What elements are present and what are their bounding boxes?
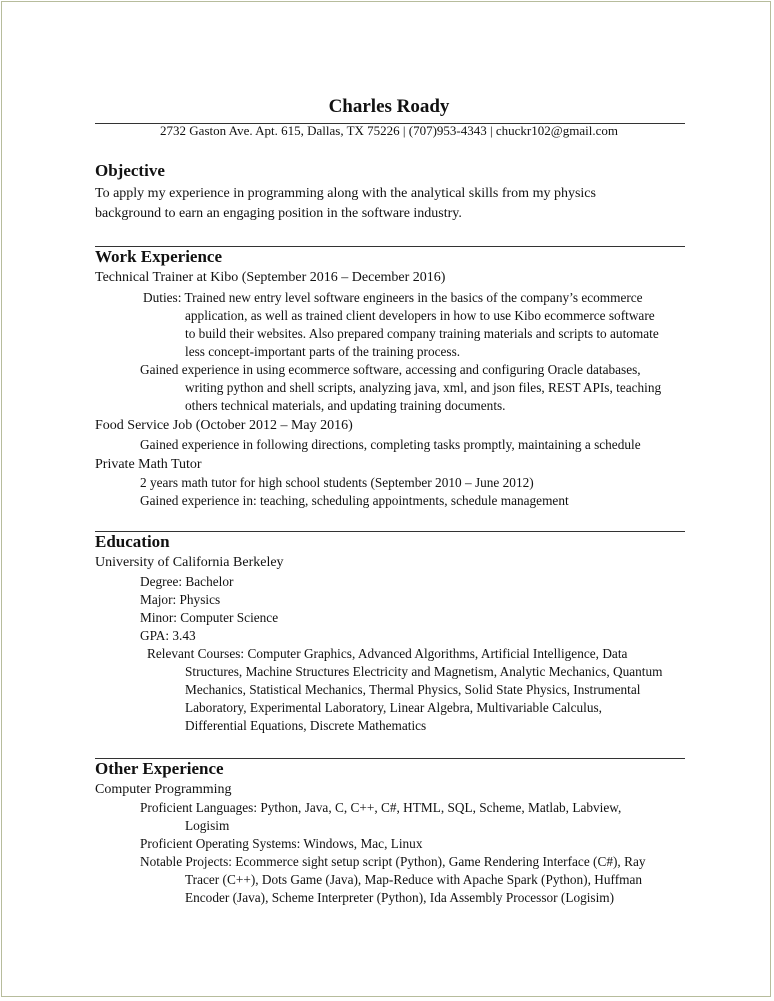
job-duties-line-4: less concept-important parts of the training process.: [185, 344, 461, 359]
job-duties-line-1: Duties: Trained new entry level software engineers in the basics of the company’s ecommerce: [143, 290, 643, 305]
courses-line-2: Structures, Machine Structures Electricity and Magnetism, Analytic Mechanics, Quantum: [185, 664, 663, 679]
projects-line-2: Tracer (C++), Dots Game (Java), Map-Reduce with Apache Spark (Python), Huffman: [185, 872, 643, 887]
operating-systems: Proficient Operating Systems: Windows, Mac, Linux: [140, 836, 423, 851]
job-title-kibo: Technical Trainer at Kibo (September 2016 – December 2016): [95, 270, 446, 285]
job-duties-line-2: application, as well as trained client developers in how to use Kibo ecommerce software: [185, 308, 655, 323]
work-heading: Work Experience: [95, 247, 223, 266]
courses-line-4: Laboratory, Experimental Laboratory, Linear Algebra, Multivariable Calculus,: [185, 700, 602, 715]
minor: Minor: Computer Science: [140, 610, 279, 625]
job-title-food-service: Food Service Job (October 2012 – May 2016): [95, 418, 353, 433]
job-duties-line-3: to build their websites. Also prepared company training materials and scripts to automate: [185, 326, 659, 341]
tutor-line-2: Gained experience in: teaching, scheduling appointments, schedule management: [140, 493, 569, 508]
languages-line-1: Proficient Languages: Python, Java, C, C++, C#, HTML, SQL, Scheme, Matlab, Labview,: [140, 800, 622, 815]
candidate-name: Charles Roady: [328, 96, 450, 117]
tutor-line-1: 2 years math tutor for high school students (September 2010 – June 2012): [140, 475, 534, 490]
education-divider: [95, 531, 685, 532]
courses-line-1: Relevant Courses: Computer Graphics, Advanced Algorithms, Artificial Intelligence, Data: [147, 646, 628, 661]
other-heading: Other Experience: [95, 759, 224, 778]
major: Major: Physics: [140, 592, 221, 607]
degree: Degree: Bachelor: [140, 574, 234, 589]
job-title-math-tutor: Private Math Tutor: [95, 457, 202, 472]
resume-page: [1, 1, 771, 997]
projects-line-3: Encoder (Java), Scheme Interpreter (Python), Ida Assembly Processor (Logisim): [185, 890, 615, 905]
objective-line-2: background to earn an engaging position in the software industry.: [95, 206, 462, 221]
objective-line-1: To apply my experience in programming along with the analytical skills from my physics: [95, 186, 596, 201]
projects-line-1: Notable Projects: Ecommerce sight setup script (Python), Game Rendering Interface (C#), Ray: [140, 854, 646, 869]
job-gained-line-2: writing python and shell scripts, analyzing java, xml, and json files, REST APIs, teaching: [185, 380, 662, 395]
languages-line-2: Logisim: [185, 818, 230, 833]
courses-line-5: Differential Equations, Discrete Mathematics: [185, 718, 427, 733]
gpa: GPA: 3.43: [140, 628, 196, 643]
job-gained-line-3: others technical materials, and updating training documents.: [185, 398, 506, 413]
objective-heading: Objective: [95, 161, 165, 180]
education-heading: Education: [95, 532, 170, 551]
other-category: Computer Programming: [95, 782, 232, 797]
contact-info: 2732 Gaston Ave. Apt. 615, Dallas, TX 75226 | (707)953-4343 | chuckr102@gmail.com: [160, 123, 618, 138]
school-name: University of California Berkeley: [95, 555, 284, 570]
job-gained-line-1: Gained experience in using ecommerce software, accessing and configuring Oracle databases,: [140, 362, 641, 377]
food-service-gained: Gained experience in following directions, completing tasks promptly, maintaining a schedule: [140, 437, 641, 452]
courses-line-3: Mechanics, Statistical Mechanics, Thermal Physics, Solid State Physics, Instrumental: [185, 682, 641, 697]
